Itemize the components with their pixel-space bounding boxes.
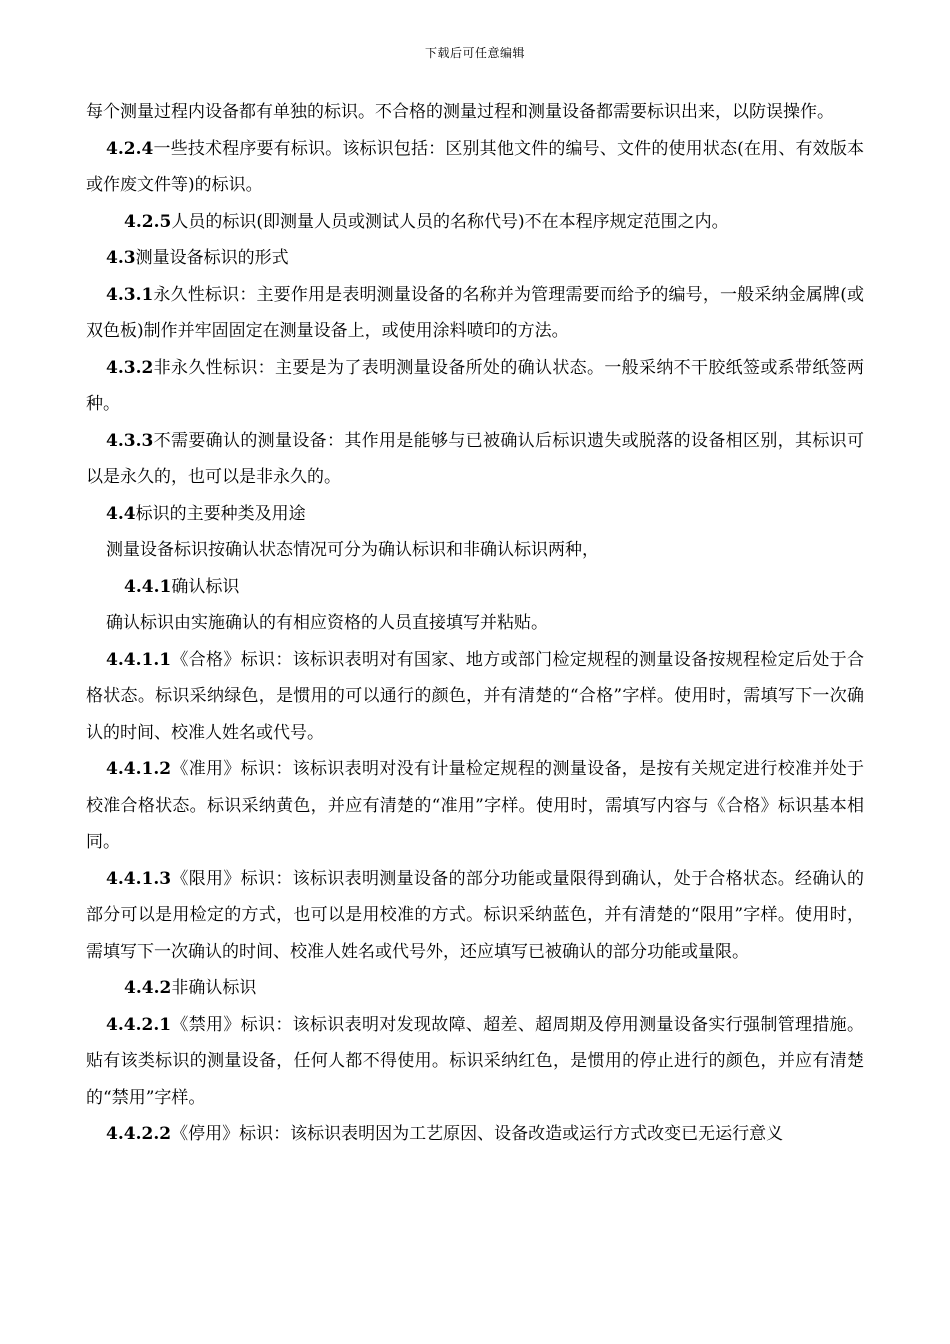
paragraph-text: 标识的主要种类及用途 [135, 503, 306, 524]
paragraph [86, 1007, 864, 1117]
paragraph-text: 非确认标识 [171, 978, 257, 998]
section-number: 4.4.1.3 [106, 868, 172, 889]
section-number: 4.3.2 [106, 357, 154, 378]
paragraph-text: 人员的标识(即测量人员或测试人员的名称代号)不在本程序规定范围之内。 [171, 211, 729, 232]
paragraph-text: 《禁用》标识：该标识表明对发现故障、超差、超周期及停用测量设备实行强制管理措施。贴有该类标识的测量设备，任何人都不得使用。标识采纳红色，是惯用的停止进行的颜色，并应有清楚的“禁用”字样。 [86, 1014, 864, 1108]
section-number: 4.4.2.2 [106, 1124, 172, 1144]
section-number: 4.4.2.1 [106, 1014, 172, 1035]
section-number: 4.2.4 [106, 138, 154, 159]
section-number: 4.4 [106, 503, 136, 524]
paragraph-text: 每个测量过程内设备都有单独的标识。不合格的测量过程和测量设备都需要标识出来，以防误操作。 [86, 102, 834, 122]
paragraph-text: 测量设备标识的形式 [135, 248, 289, 268]
paragraph [86, 1116, 864, 1153]
paragraph-text: 《合格》标识：该标识表明对有国家、地方或部门检定规程的测量设备按规程检定后处于合格状态。标识采纳绿色，是惯用的可以通行的颜色，并有清楚的“合格”字样。使用时，需填写下一次确认的时间、校准人姓名或代号。 [86, 649, 864, 743]
section-number: 4.2.5 [124, 211, 172, 232]
paragraph [86, 277, 864, 350]
section-number: 4.3 [106, 248, 136, 268]
paragraph [86, 605, 864, 642]
section-heading [86, 569, 864, 606]
section-number: 4.3.3 [106, 430, 154, 451]
section-number: 4.4.1 [124, 576, 172, 597]
paragraph-text: 测量设备标识按确认状态情况可分为确认标识和非确认标识两种， [106, 540, 599, 560]
paragraph [86, 532, 864, 569]
paragraph-text: 《限用》标识：该标识表明测量设备的部分功能或量限得到确认，处于合格状态。经确认的部分可以是用检定的方式，也可以是用校准的方式。标识采纳蓝色，并有清楚的“限用”字样。使用时，需填写下一次确认的时间、校准人姓名或代号外，还应填写已被确认的部分功能或量限。 [86, 868, 864, 962]
paragraph-text: 确认标识 [171, 576, 240, 597]
section-heading [86, 970, 864, 1007]
paragraph [86, 350, 864, 423]
paragraph [86, 751, 864, 861]
paragraph [86, 131, 864, 204]
paragraph-text: 不需要确认的测量设备：其作用是能够与已被确认后标识遗失或脱落的设备相区别，其标识可以是永久的，也可以是非永久的。 [86, 430, 864, 487]
paragraph-text: 永久性标识：主要作用是表明测量设备的名称并为管理需要而给予的编号，一般采纳金属牌(或双色板)制作并牢固固定在测量设备上，或使用涂料喷印的方法。 [86, 284, 864, 341]
section-number: 4.4.1.1 [106, 649, 172, 670]
paragraph-text: 确认标识由实施确认的有相应资格的人员直接填写并粘贴。 [106, 613, 548, 633]
paragraph-text: 《准用》标识：该标识表明对没有计量检定规程的测量设备，是按有关规定进行校准并处于校准合格状态。标识采纳黄色，并应有清楚的“准用”字样。使用时，需填写内容与《合格》标识基本相同。 [86, 759, 864, 852]
paragraph-text: 非永久性标识：主要是为了表明测量设备所处的确认状态。一般采纳不干胶纸签或系带纸签两种。 [86, 357, 864, 414]
section-number: 4.4.1.2 [106, 759, 172, 779]
paragraph [86, 423, 864, 496]
section-heading [86, 240, 864, 277]
page-header: 下载后可任意编辑 [424, 46, 525, 60]
paragraph [86, 861, 864, 971]
paragraph [86, 204, 864, 241]
document-body [86, 94, 864, 1153]
paragraph [86, 642, 864, 752]
section-heading [86, 496, 864, 533]
section-number: 4.3.1 [106, 284, 154, 305]
paragraph-text: 一些技术程序要有标识。该标识包括：区别其他文件的编号、文件的使用状态(在用、有效版本或作废文件等)的标识。 [86, 138, 864, 195]
paragraph [86, 94, 864, 131]
paragraph-text: 《停用》标识：该标识表明因为工艺原因、设备改造或运行方式改变已无运行意义 [171, 1124, 784, 1144]
section-number: 4.4.2 [124, 978, 172, 998]
